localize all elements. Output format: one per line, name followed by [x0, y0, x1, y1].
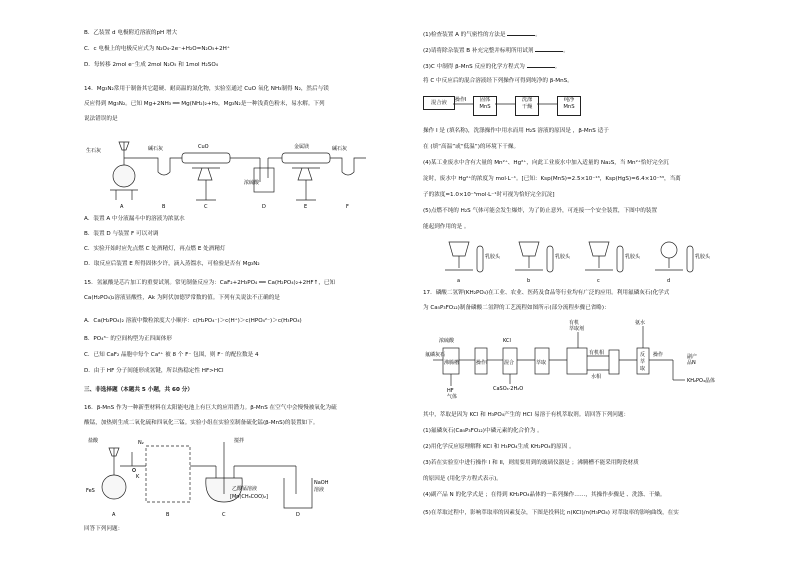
device-a — [445, 242, 483, 272]
q14-option-c: C．实验开始时应先点燃 C 处酒精灯，再点燃 E 处酒精灯 — [84, 246, 226, 252]
latex-head-label-b: 乳胶头 — [555, 254, 571, 260]
flow-gas-hf: HF — [447, 388, 454, 394]
latex-head-label-c: 乳胶头 — [625, 254, 641, 260]
letter-f: F — [346, 204, 349, 208]
q15-stem-line2: Ca(H₂PO₄)₂溶液显酸性，Ak 为阿伏加德罗常数的值。下列有关说法不正确的是 — [84, 295, 280, 301]
flow1-arrows — [453, 96, 563, 114]
flow-mix: 混合 — [504, 360, 515, 366]
flow-gypsum: CaSO₄·2H₂O — [493, 386, 524, 392]
device-letter-d: d — [667, 278, 671, 284]
letter-a: A — [120, 204, 124, 208]
flow-water-phase: 水相 — [591, 374, 602, 380]
label-naoh: NaOH — [314, 480, 329, 486]
flow-organic: 有机 — [569, 320, 580, 326]
q15-stem-line1: 15．氢氟酸是芯片加工的重要试剂。常见制备反应为：CaF₂+2H₃PO₄ ══ Ca(H₂PO₄)₂+2HF↑，已知 — [84, 280, 336, 286]
q17-note: 其中，萃取是因为 KCl 和 H₃PO₄产生的 HCl 易溶于有机萃取剂。请回答下列问题： — [423, 412, 630, 418]
device-c — [585, 242, 623, 272]
device-b — [515, 242, 553, 272]
label-mn-formula: [Mn(CH₃COO)₂] — [230, 494, 268, 500]
flow-box-wash-line1: 洗涤 — [521, 97, 533, 103]
q16-sub1-text: (1)检查装置 A 的气密性的方法是 — [423, 32, 506, 38]
label-fes: FeS — [86, 488, 95, 494]
flow1-op-label: 操作I — [455, 97, 467, 103]
q16-sub4-line3: 子的浓度=1.0×10⁻⁵mol·L⁻¹时可视为恰好完全沉淀] — [423, 192, 555, 198]
q13-option-b: B．乙装置 d 电极附近溶液的pH 增大 — [84, 30, 178, 36]
flow-box-solid-line2: MnS — [479, 103, 491, 110]
label-lime: 生石灰 — [86, 148, 102, 154]
q14-stem-line3: 说法错误的是 — [84, 116, 118, 122]
flow-tank: 沸腾槽 — [444, 360, 460, 366]
letter-e: E — [304, 204, 308, 208]
flow-box-pure-line1: 纯净 — [563, 97, 575, 103]
letter-b: B — [162, 204, 166, 208]
q16-apparatus-diagram — [84, 432, 384, 522]
q17-sub3-line2: 的原因是 (用化学方程式表示)。 — [423, 476, 502, 482]
device-letter-c: c — [597, 278, 600, 284]
flow-extractant: 萃取剂 — [569, 326, 585, 332]
letter-a: A — [112, 512, 116, 518]
flow-ammonia: 氨水 — [635, 320, 646, 326]
device-d — [655, 242, 693, 272]
q16-sub3: (3)C 中制得 β-MnS 反应的化学方程式为 。 — [423, 64, 561, 70]
q17-process-flow — [423, 316, 743, 408]
q17-sub5: (5)在萃取过程中，影响萃取率的因素复杂，下图是投料比 n(KCl)/n(H₃PO₄) 对萃取率的影响曲线，在实 — [423, 510, 679, 516]
letter-d: D — [262, 204, 266, 208]
answer-blank[interactable] — [507, 30, 535, 36]
q14-stem-line2: 反应得到 Mg₃N₂。已知 Mg+2NH₃ ══ Mg(NH₂)₂+H₂，Mg₃N₂是一种浅黄色粉末，易水解。下列 — [84, 101, 325, 107]
left-column — [84, 0, 398, 562]
flow-organic-phase: 有机相 — [589, 350, 605, 356]
q16-op-line1: 操作 I 是 (填名称)，洗涤操作中用水而用 H₂S 溶液的原因是 ，β-MnS 适于 — [423, 128, 609, 134]
flow-kcl: KCl — [503, 338, 511, 344]
flow-conc-acid: 浓硫酸 — [439, 338, 455, 344]
q14-option-a: A．装置 A 中分液漏斗中的溶液为浓氨水 — [84, 216, 185, 222]
flow-box-solid-line1: 固体 — [479, 97, 491, 103]
label-naoh-solution: 溶液 — [314, 487, 325, 493]
label-mn-acetate: 乙酸锰溶液 — [232, 486, 258, 492]
q14-option-b: B．装置 D 与装置 F 可以对调 — [84, 231, 159, 237]
q16-sub3-note: 将 C 中反应后的混合溶液经下列操作可得到纯净的 β-MnS。 — [423, 78, 573, 84]
q14-apparatus-diagram — [84, 128, 384, 208]
section-heading-nonchoice: 三、非选择题（本题共 5 小题，共 60 分） — [84, 387, 193, 393]
q17-sub3-line1: (3)若在实验室中进行操作 I 和 II，则需要用到的玻璃仪器是 ；沸腾槽不能采用陶瓷材质 — [423, 460, 639, 466]
q17-sub4: (4)副产品 N 的化学式是 ；在得到 KH₂PO₄晶体的一系列操作……，其操作步骤是 、洗涤、干燥。 — [423, 492, 666, 498]
flow-reverse-3: 取 — [640, 366, 646, 372]
flow-ore: 氟磷灰石 — [425, 352, 446, 358]
flow-kh2po4: KH₂PO₄晶体 — [687, 378, 715, 384]
q15-option-b: B．PO₄³⁻ 的空间构型为正四面体形 — [84, 336, 172, 342]
flow-box-mixture: 混合液 — [423, 96, 455, 110]
q13-option-d: D．每转移 2mol e⁻生成 2mol N₂O₅ 和 1mol H₂SO₄ — [84, 62, 218, 68]
flow-reverse-1: 反 — [640, 352, 646, 358]
q16-sub5-line2: 能起到作用的是 。 — [423, 224, 470, 230]
device-letter-a: a — [457, 278, 461, 284]
label-cuo: CuO — [198, 144, 209, 150]
q13-option-c: C．c 电极上的电极反应式为 N₂O₄-2e⁻+H₂O=N₂O₅+2H⁺ — [84, 46, 230, 52]
q16-sub3-text: (3)C 中制得 β-MnS 反应的化学方程式为 — [423, 64, 525, 70]
q16-stem-line1: 16．β-MnS 作为一种新型材料在太阳能电池上有巨大的应用潜力。β-MnS 在空气中会慢慢被氧化为硫 — [84, 405, 337, 411]
label-n2: N₂ — [138, 440, 144, 446]
flow-byproduct: 副产 — [687, 354, 698, 360]
answer-blank[interactable] — [527, 62, 555, 68]
label-conc-acid: 浓硫酸 — [244, 180, 260, 186]
q17-stem-line2: 为 Ca₅P₃FO₁₂)制备磷酸二氢钾的工艺流程如图所示(部分流程步骤已省略)： — [423, 305, 610, 311]
q16-stem-line2: 酸锰，加热则生成二氧化硫和四氧化三锰。实验小组在实验室制备硫化锰(β-MnS)的装置如下。 — [84, 420, 319, 426]
latex-head-label-d: 乳胶头 — [695, 254, 711, 260]
q16-sub2: (2)请将除杂装置 B 补充完整并标明所用试剂 。 — [423, 48, 569, 54]
q16-answer-prompt: 回答下列问题： — [84, 526, 124, 532]
device-letter-b: b — [527, 278, 531, 284]
q16-sub4-line1: (4)某工业废水中含有大量的 Mn²⁺、Hg²⁺，向此工业废水中加入适量的 Na₂S，当 Mn²⁺恰好完全沉 — [423, 160, 669, 166]
flow-op2: 操作 — [653, 352, 664, 358]
latex-head-label-a: 乳胶头 — [485, 254, 501, 260]
letter-d: D — [296, 512, 300, 518]
right-column — [423, 0, 763, 562]
q16-sub4-line2: 淀时，废水中 Hg²⁺的浓度为 mol·L⁻¹。[已知：Ksp(MnS)=2.5×10⁻¹³，Ksp(HgS)=6.4×10⁻⁵³，当离 — [423, 176, 681, 182]
q16-sub2-text: (2)请将除杂装置 B 补充完整并标明所用试剂 — [423, 48, 534, 54]
letter-c: C — [222, 512, 226, 518]
flow-extract: 萃取 — [536, 360, 547, 366]
q15-option-a: A．Ca(H₂PO₄)₂ 溶液中微粒浓度大小顺序：c(H₂PO₄⁻)＞c(H⁺)＞c(HPO₄²⁻)＞c(H₃PO₄) — [84, 318, 302, 324]
flow-byproduct-n: 品N — [687, 360, 696, 366]
q17-sub2: (2)用化学反应原理解释 KCl 和 H₃PO₄生成 KH₂PO₄的原因 。 — [423, 444, 575, 450]
label-mg: 金属镁 — [294, 144, 310, 150]
answer-blank[interactable] — [535, 46, 563, 52]
safety-devices-diagram — [443, 236, 743, 286]
q17-sub1: (1)氟磷灰石(Ca₅P₃FO₁₂)中磷元素的化合价为 。 — [423, 428, 543, 434]
q14-stem-line1: 14．Mg₃N₂常用于制备其它超硬、耐高温的氮化物，实验室通过 CuO 氧化 NH₃制得 N₂，然后与镁 — [84, 86, 329, 92]
letter-b: B — [166, 512, 170, 518]
flow-gas: 气体 — [447, 394, 458, 400]
label-stir: 搅拌 — [234, 438, 245, 444]
letter-c: C — [204, 204, 208, 208]
flow-box-pure-line2: MnS — [563, 103, 575, 110]
label-soda-lime-2: 碱石灰 — [332, 146, 348, 152]
label-k: K — [136, 474, 140, 480]
q16-sub1: (1)检查装置 A 的气密性的方法是 。 — [423, 32, 541, 38]
flow-op1: 操作I — [476, 360, 488, 366]
q17-stem-line1: 17．磷酸二氢钾(KH₂PO₄)在工业、农业、医药及食品等行业均有广泛的应用。利用氟磷灰石(化学式 — [423, 290, 670, 296]
q16-op-line2: 在 (填“高温”或“低温”)的环境下干燥。 — [423, 144, 520, 150]
label-hcl: 盐酸 — [88, 438, 99, 444]
q15-option-c: C．已知 CaF₂ 晶胞中每个 Ca²⁺ 被 8 个 F⁻ 包围，则 F⁻ 的配位数是 4 — [84, 352, 259, 358]
flow-box-wash-line2: 干燥 — [521, 103, 533, 110]
flow-reverse-2: 萃 — [640, 359, 646, 365]
q14-option-d: D．取反应后装置 E 所得固体少许，滴入蒸馏水，可检验是否有 Mg₃N₂ — [84, 261, 260, 267]
label-soda-lime-1: 碱石灰 — [148, 146, 164, 152]
q15-option-d: D．由于 HF 分子间能形成氢键，所以热稳定性 HF>HCl — [84, 368, 224, 374]
q16-sub5-line1: (5)点燃不纯的 H₂S 气体可能会发生爆炸，为了防止意外，可连接一个安全装置，下图中的装置 — [423, 208, 658, 214]
